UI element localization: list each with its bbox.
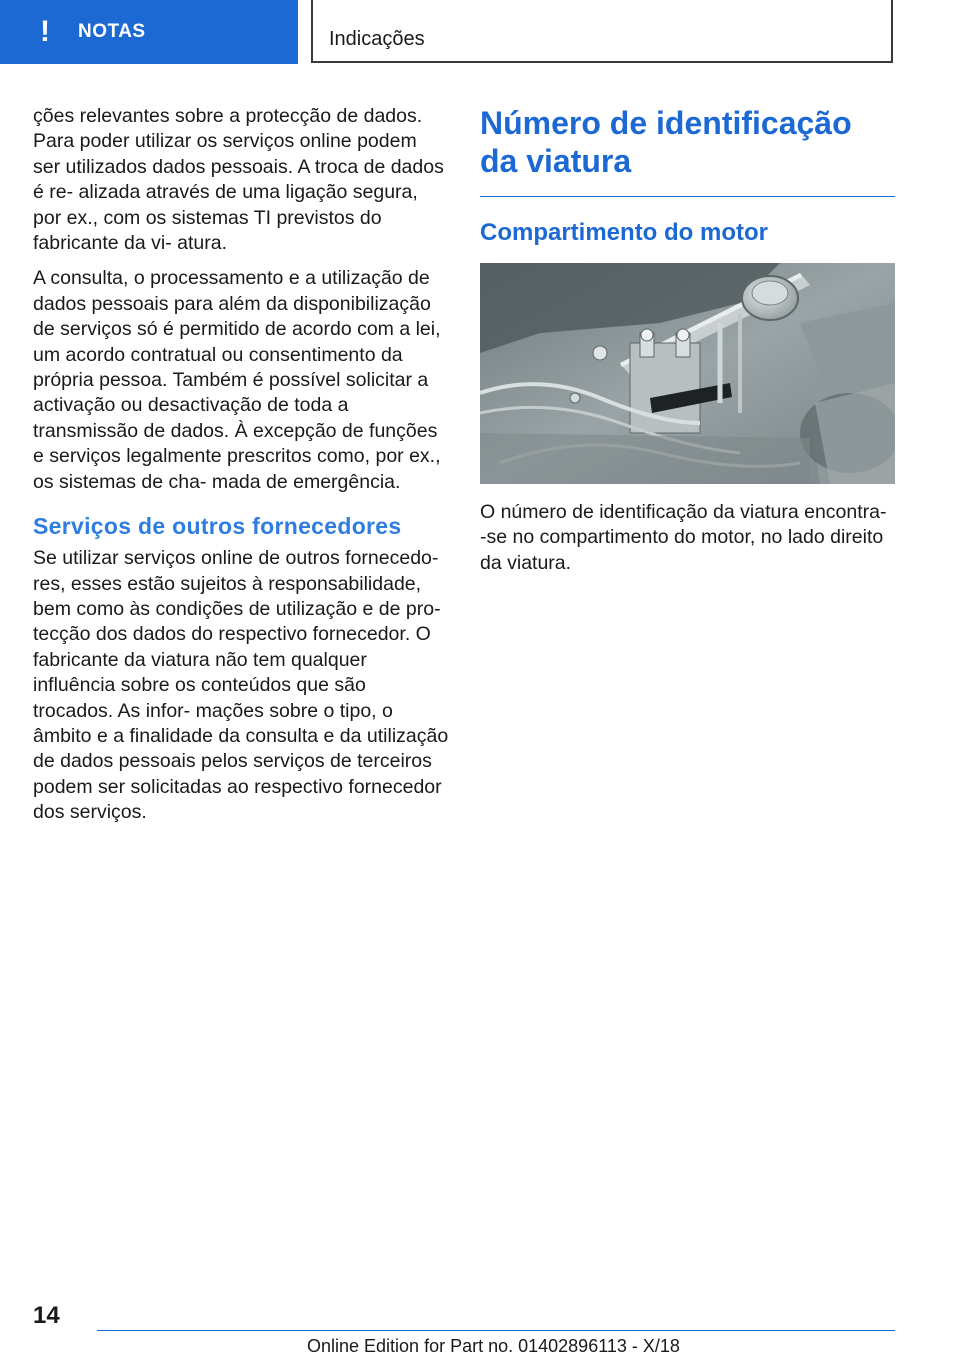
header-tab-label: NOTAS xyxy=(78,21,146,42)
right-column xyxy=(480,104,895,586)
exclamation-icon: ! xyxy=(40,15,50,48)
header-section-label: Indicações xyxy=(329,28,425,50)
header-tab xyxy=(0,0,298,64)
footer-divider xyxy=(97,1330,895,1331)
paragraph-third-party-services: Se utilizar serviços online de outros fornecedo- res, esses estão sujeitos à responsabilidade, bem como às condições de utilização e de pro- tecção dos dados do respectivo fornecedor. O fabricante da viatura não tem qualquer influência sobre os conteúdos que são trocados. As infor- mações sobre o tipo, o âmbito e a finalidade da consulta e da utilização de dados pessoais pelos serviços de terceiros podem ser solicitadas ao respectivo fornecedor dos serviços. xyxy=(33,547,449,824)
title-divider xyxy=(480,196,895,197)
footer-edition-text: Online Edition for Part no. 01402896113 - X/18 xyxy=(307,1336,680,1356)
paragraph-data-processing: A consulta, o processamento e a utilização de dados pessoais para além da disponibilização de serviços só é permitido de acordo com a lei, um acordo contratual ou consentimento da própria pessoa. Também é possível solicitar a activação ou desactivação de toda a transmissão de dados. À excepção de funções e serviços legalmente prescritos como, por ex., os sistemas de cha- mada de emergência. xyxy=(33,267,441,493)
left-column xyxy=(33,104,449,836)
engine-compartment-photo xyxy=(480,263,895,484)
page-number: 14 xyxy=(33,1302,60,1329)
header-section-box xyxy=(311,0,893,63)
page-title: Número de identificação da viatura xyxy=(480,105,852,179)
paragraph-data-protection: ções relevantes sobre a protecção de dados. Para poder utilizar os serviços online podem ser utilizados dados pessoais. A troca de dados é re- alizada através de uma ligação segura, por ex., com os sistemas TI previstos do fabricante da vi- atura. xyxy=(33,105,444,255)
caption-vin-location: O número de identificação da viatura encontra- -se no compartimento do motor, no lado direito da viatura. xyxy=(480,501,887,574)
subheading-third-party-services: Serviços de outros fornecedores xyxy=(33,513,402,540)
section-heading-engine-compartment: Compartimento do motor xyxy=(480,219,768,246)
